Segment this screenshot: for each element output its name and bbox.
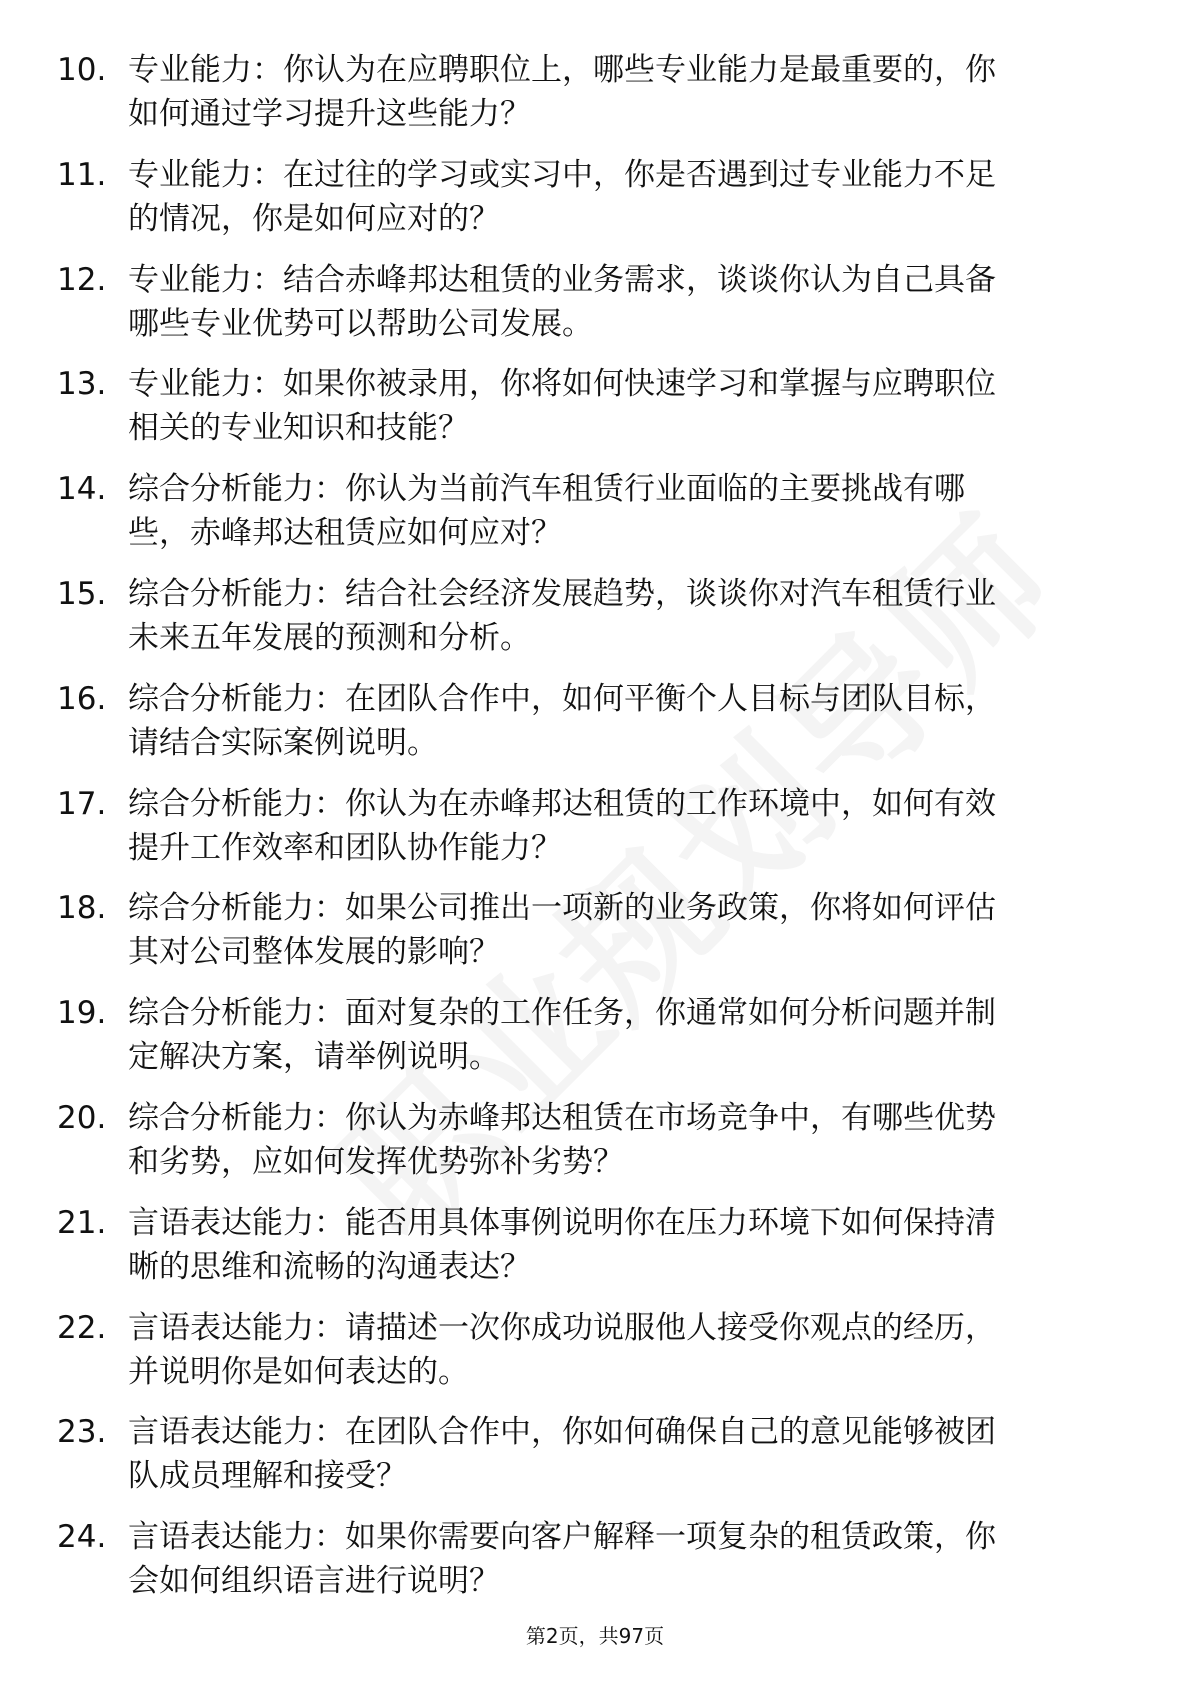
question-list — [0, 48, 1190, 1620]
question-text-line: 哪些专业优势可以帮助公司发展。 — [128, 305, 593, 342]
question-text-line: 言语表达能力：请描述一次你成功说服他人接受你观点的经历， — [128, 1309, 996, 1346]
question-number: 13. — [57, 366, 107, 403]
question-text — [128, 48, 1128, 136]
question-item — [0, 258, 1190, 363]
question-number: 20. — [57, 1099, 107, 1136]
question-text-line: 定解决方案，请举例说明。 — [128, 1039, 500, 1076]
question-text-line: 些，赤峰邦达租赁应如何应对？ — [128, 515, 562, 552]
question-text-line: 综合分析能力：面对复杂的工作任务，你通常如何分析问题并制 — [128, 995, 996, 1032]
question-item — [0, 886, 1190, 991]
question-text — [128, 677, 1128, 765]
question-number: 10. — [57, 52, 107, 88]
question-text — [128, 886, 1128, 974]
question-item — [0, 991, 1190, 1096]
question-item — [0, 1410, 1190, 1515]
question-text-line: 综合分析能力：你认为当前汽车租赁行业面临的主要挑战有哪 — [128, 471, 965, 508]
question-number: 11. — [57, 156, 107, 193]
question-text-line: 综合分析能力：你认为在赤峰邦达租赁的工作环境中，如何有效 — [128, 785, 996, 822]
question-text — [128, 991, 1128, 1079]
question-text — [128, 782, 1128, 870]
question-item — [0, 782, 1190, 887]
question-text — [128, 1096, 1128, 1184]
question-number: 17. — [57, 785, 107, 822]
question-item — [0, 362, 1190, 467]
question-text — [128, 467, 1128, 555]
question-text — [128, 1410, 1128, 1498]
question-text-line: 未来五年发展的预测和分析。 — [128, 619, 531, 656]
question-number: 21. — [57, 1204, 107, 1241]
question-item — [0, 1096, 1190, 1201]
question-text-line: 综合分析能力：如果公司推出一项新的业务政策，你将如何评估 — [128, 890, 996, 927]
question-number: 18. — [57, 890, 107, 927]
question-text-line: 专业能力：你认为在应聘职位上，哪些专业能力是最重要的，你 — [128, 52, 996, 88]
question-text-line: 相关的专业知识和技能？ — [128, 410, 469, 447]
question-number: 19. — [57, 995, 107, 1032]
question-text-line: 综合分析能力：你认为赤峰邦达租赁在市场竞争中，有哪些优势 — [128, 1099, 996, 1136]
question-text-line: 专业能力：在过往的学习或实习中，你是否遇到过专业能力不足 — [128, 156, 996, 193]
question-item — [0, 572, 1190, 677]
question-item — [0, 1201, 1190, 1306]
question-text-line: 提升工作效率和团队协作能力？ — [128, 829, 562, 866]
question-item — [0, 1515, 1190, 1620]
question-text-line: 并说明你是如何表达的。 — [128, 1353, 469, 1390]
question-number: 12. — [57, 261, 107, 298]
question-text-line: 如何通过学习提升这些能力？ — [128, 96, 531, 132]
question-text — [128, 362, 1128, 450]
question-text-line: 请结合实际案例说明。 — [128, 724, 438, 761]
question-text-line: 会如何组织语言进行说明？ — [128, 1563, 500, 1600]
question-number: 15. — [57, 575, 107, 612]
question-text — [128, 258, 1128, 346]
question-number: 14. — [57, 471, 107, 508]
question-text-line: 综合分析能力：结合社会经济发展趋势，谈谈你对汽车租赁行业 — [128, 575, 996, 612]
question-text — [128, 153, 1128, 241]
question-text-line: 言语表达能力：如果你需要向客户解释一项复杂的租赁政策，你 — [128, 1519, 996, 1556]
question-text-line: 专业能力：结合赤峰邦达租赁的业务需求，谈谈你认为自己具备 — [128, 261, 996, 298]
question-text-line: 晰的思维和流畅的沟通表达？ — [128, 1248, 531, 1285]
question-text-line: 专业能力：如果你被录用，你将如何快速学习和掌握与应聘职位 — [128, 366, 996, 403]
question-text — [128, 1201, 1128, 1289]
question-item — [0, 677, 1190, 782]
question-number: 24. — [57, 1519, 107, 1556]
question-text-line: 言语表达能力：能否用具体事例说明你在压力环境下如何保持清 — [128, 1204, 996, 1241]
question-item — [0, 467, 1190, 572]
question-text-line: 综合分析能力：在团队合作中，如何平衡个人目标与团队目标， — [128, 680, 996, 717]
question-text-line: 其对公司整体发展的影响？ — [128, 934, 500, 971]
question-text-line: 队成员理解和接受？ — [128, 1458, 407, 1495]
question-item — [0, 48, 1190, 153]
question-item — [0, 153, 1190, 258]
question-number: 23. — [57, 1414, 107, 1451]
question-number: 16. — [57, 680, 107, 717]
question-text — [128, 1306, 1128, 1394]
question-text — [128, 572, 1128, 660]
question-text-line: 和劣势，应如何发挥优势弥补劣势？ — [128, 1143, 624, 1180]
question-item — [0, 1306, 1190, 1411]
page-number: 第2页，共97页 — [525, 1624, 665, 1648]
question-number: 22. — [57, 1309, 107, 1346]
question-text-line: 的情况，你是如何应对的？ — [128, 200, 500, 237]
question-text-line: 言语表达能力：在团队合作中，你如何确保自己的意见能够被团 — [128, 1414, 996, 1451]
question-text — [128, 1515, 1128, 1603]
